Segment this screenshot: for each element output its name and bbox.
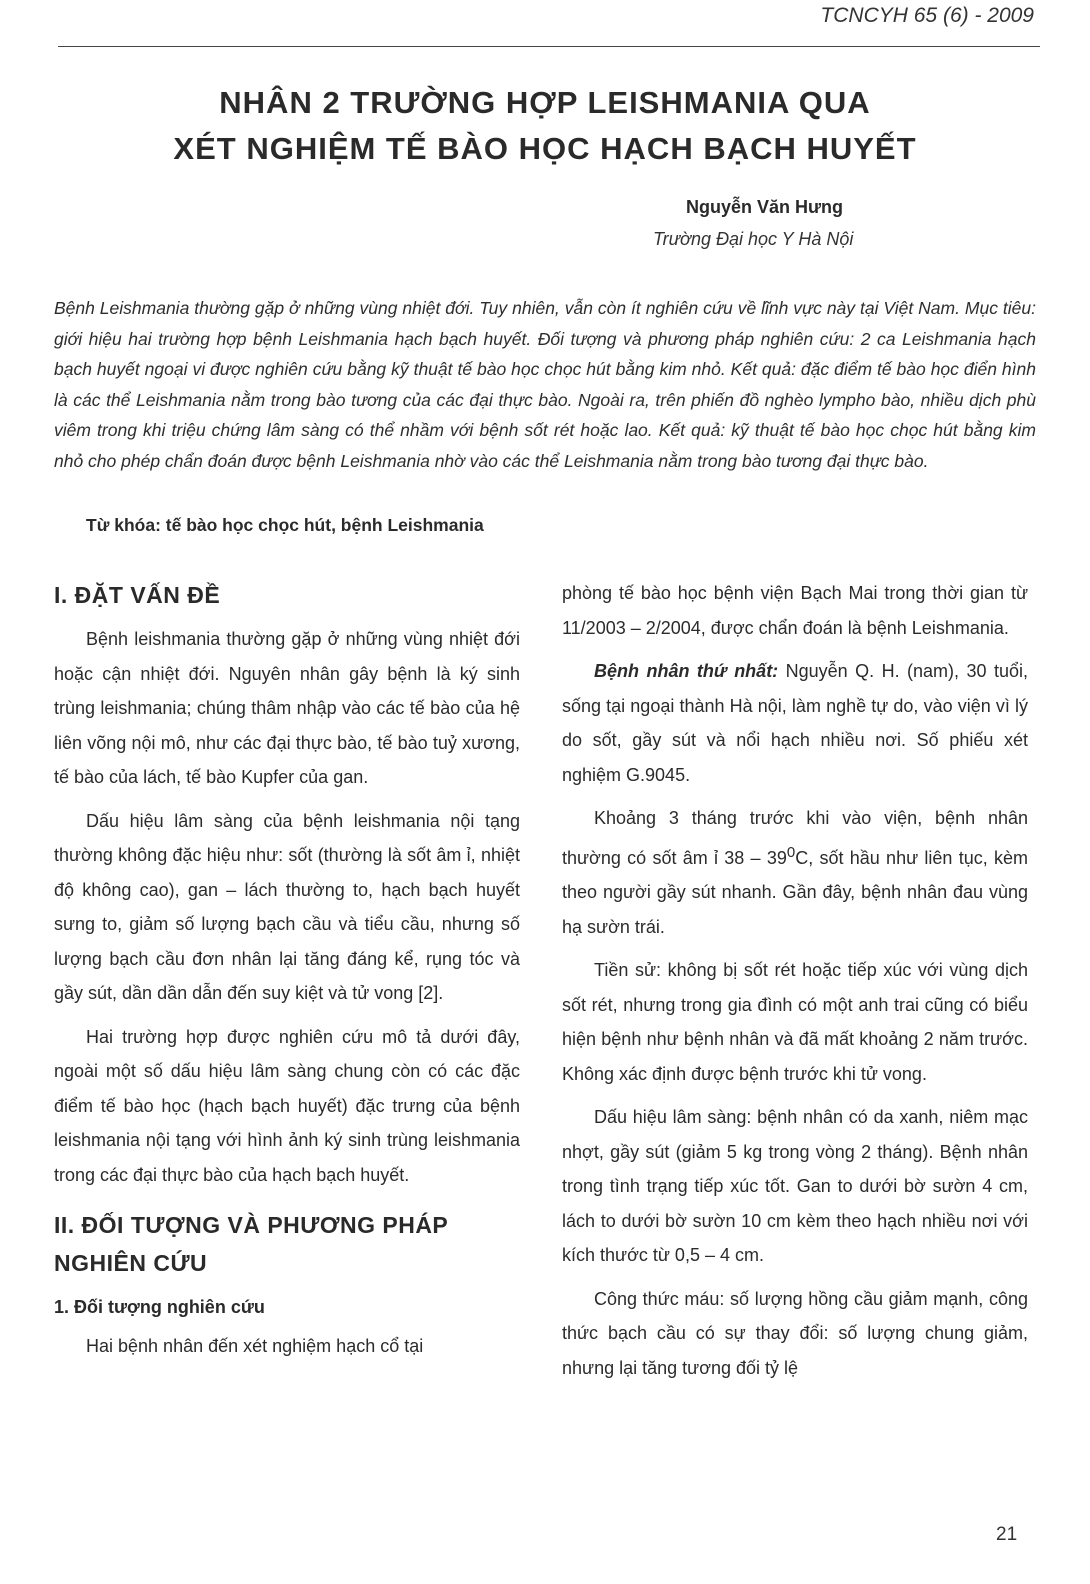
keywords-label: Từ khóa:	[86, 515, 161, 535]
subsection-1-paragraph-1: Hai bệnh nhân đến xét nghiệm hạch cổ tại	[86, 1335, 424, 1356]
section-1-paragraph-1: Bệnh leishmania thường gặp ở những vùng nhiệt đới hoặc cận nhiệt đới. Nguyên nhân gây bệnh là ký sinh trùng leishmania; chúng thâm nhập vào các tế bào của hệ liên võng nội mô, như các đại thực bào, tế bào tuỷ xương, tế bào của lách, tế bào Kupfer của gan.	[54, 629, 520, 787]
author-affiliation: Trường Đại học Y Hà Nội	[653, 229, 854, 249]
author-name: Nguyễn Văn Hưng	[686, 197, 844, 217]
patient-1-label: Bệnh nhân thứ nhất:	[594, 661, 779, 681]
fever-text-a: Khoảng 3 tháng trước khi vào viện, bệnh nhân thường có sốt âm ỉ 38 – 39	[562, 808, 1028, 868]
right-column	[562, 576, 1028, 1394]
header-rule	[58, 46, 1040, 47]
abstract: Bệnh Leishmania thường gặp ở những vùng nhiệt đới. Tuy nhiên, vẫn còn ít nghiên cứu về lĩnh vực này tại Việt Nam. Mục tiêu: giới hiệu hai trường hợp bệnh Leishmania hạch bạch huyết. Đối tượng và phương pháp nghiên cứu: 2 ca Leishmania hạch bạch huyết ngoại vi được nghiên cứu bằng kỹ thuật tế bào học chọc hút bằng kim nhỏ. Kết quả: đặc điểm tế bào học điển hình là các thể Leishmania nằm trong bào tương của các đại thực bào. Ngoài ra, trên phiến đồ nghèo lympho bào, nhiều dịch phù viêm trong khi triệu chứng lâm sàng có thể nhầm với bệnh sốt rét hoặc lao. Kết quả: kỹ thuật tế bào học chọc hút bằng kim nhỏ cho phép chẩn đoán được bệnh Leishmania nhờ vào các thể Leishmania nằm trong bào tương đại thực bào.	[54, 298, 1036, 471]
right-paragraph-2	[562, 654, 1028, 792]
section-1-paragraph-3: Hai trường hợp được nghiên cứu mô tả dưới đây, ngoài một số dấu hiệu lâm sàng chung còn có các đặc điểm tế bào học (hạch bạch huyết) đặc trưng của bệnh leishmania nội tạng với hình ảnh ký sinh trùng leishmania trong các đại thực bào của hạch bạch huyết.	[54, 1026, 520, 1185]
page-number: 21	[996, 1524, 1018, 1545]
keywords-value: tế bào học chọc hút, bệnh Leishmania	[165, 515, 484, 535]
title-line-1: NHÂN 2 TRƯỜNG HỢP LEISHMANIA QUA	[219, 85, 871, 120]
degree-superscript: 0	[786, 843, 796, 861]
section-1-heading: I. ĐẶT VẤN ĐỀ	[54, 582, 221, 608]
journal-header: TCNCYH 65 (6) - 2009	[820, 4, 1034, 27]
subsection-1-heading: 1. Đối tượng nghiên cứu	[54, 1297, 265, 1317]
article-title	[0, 80, 1090, 172]
left-column	[54, 576, 520, 1372]
keywords	[86, 515, 484, 536]
patient-1-text: Nguyễn Q. H. (nam), 30 tuổi, sống tại ngoại thành Hà nội, làm nghề tự do, vào viện vì lý do sốt, gầy sút và nổi hạch nhiều nơi. Số phiếu xét nghiệm G.9045.	[562, 661, 1028, 785]
right-paragraph-6: Công thức máu: số lượng hồng cầu giảm mạnh, công thức bạch cầu có sự thay đổi: số lượng chung giảm, nhưng lại tăng tương đối tỷ lệ	[562, 1288, 1028, 1378]
title-line-2: XÉT NGHIỆM TẾ BÀO HỌC HẠCH BẠCH HUYẾT	[173, 131, 917, 166]
right-paragraph-4: Tiền sử: không bị sốt rét hoặc tiếp xúc với vùng dịch sốt rét, nhưng trong gia đình có một anh trai cũng có biểu hiện bệnh như bệnh nhân và đã mất khoảng 2 năm trước. Không xác định được bệnh trước khi tử vong.	[562, 960, 1028, 1084]
right-paragraph-3	[562, 801, 1028, 944]
section-1-paragraph-2: Dấu hiệu lâm sàng của bệnh leishmania nội tạng thường không đặc hiệu như: sốt (thường là sốt âm ỉ, nhiệt độ không cao), gan – lách thường to, hạch bạch huyết sưng to, giảm số lượng bạch cầu và tiểu cầu, nhưng số lượng bạch cầu đơn nhân lại tăng đáng kể, rụng tóc và gầy sút, dần dần dẫn đến suy kiệt và tử vong [2].	[54, 810, 520, 1003]
section-2-heading: II. ĐỐI TƯỢNG VÀ PHƯƠNG PHÁP NGHIÊN CỨU	[54, 1212, 448, 1276]
right-paragraph-1: phòng tế bào học bệnh viện Bạch Mai trong thời gian từ 11/2003 – 2/2004, được chẩn đoán là bệnh Leishmania.	[562, 583, 1028, 638]
fever-text-b: C, sốt hầu như liên tục, kèm theo người gầy sút nhanh. Gần đây, bệnh nhân đau vùng hạ sườn trái.	[562, 847, 1028, 937]
right-paragraph-5: Dấu hiệu lâm sàng: bệnh nhân có da xanh, niêm mạc nhợt, gầy sút (giảm 5 kg trong vòng 2 tháng). Bệnh nhân trong tình trạng tiếp xúc tốt. Gan to dưới bờ sườn 4 cm, lách to dưới bờ sườn 10 cm kèm theo hạch nhiều nơi với kích thước từ 0,5 – 4 cm.	[562, 1107, 1028, 1265]
